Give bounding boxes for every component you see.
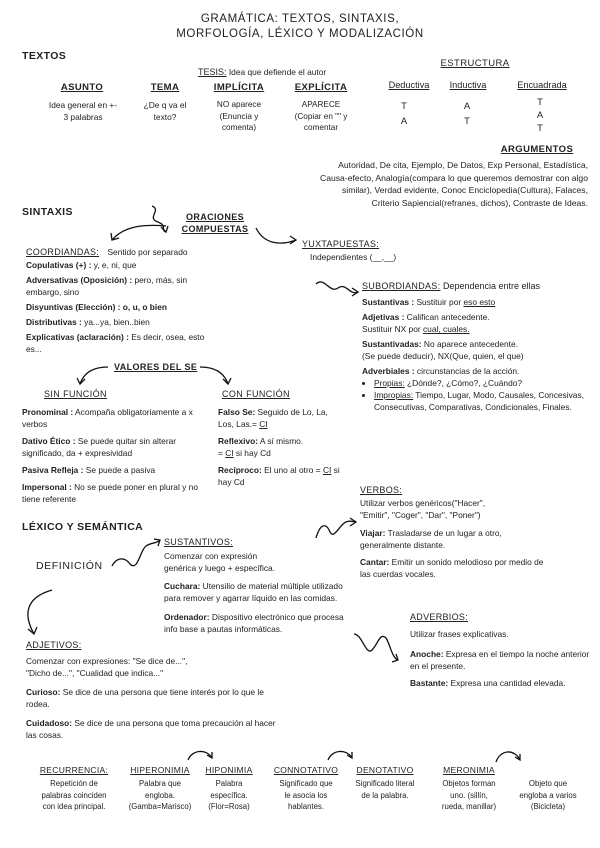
ordenador-text: Dispositivo electrónico que procesa info base a pautas informáticas.	[164, 612, 344, 634]
reflexivo-name: Reflexivo:	[218, 436, 259, 446]
definicion-label: DEFINICIÓN	[36, 560, 103, 572]
verbos-label: VERBOS:	[360, 485, 403, 495]
down-curve-arrow-icon	[20, 586, 60, 640]
denotativo-text: Significado literal de la palabra.	[355, 779, 415, 800]
bastante-name: Bastante:	[410, 678, 449, 688]
holonimia-text: Objeto que engloba a varios (Bicicleta)	[519, 779, 577, 811]
cuchara-name: Cuchara:	[164, 581, 201, 591]
viajar-name: Viajar:	[360, 528, 386, 538]
adverbios-text: Utilizar frases explicativas.	[410, 629, 509, 639]
sustantivos-text: Comenzar con expresión genérica y luego + específica.	[164, 551, 276, 573]
implicita-header: IMPLÍCITA	[213, 82, 265, 93]
cuidadoso-name: Cuidadoso:	[26, 718, 73, 728]
sustantivas-text: Sustituir por	[414, 297, 464, 307]
asunto-body: Idea general en +- 3 palabras	[48, 100, 118, 122]
adverbiales-list	[362, 377, 590, 413]
explicativas-text: Es decir, osea, esto es...	[26, 332, 205, 354]
pasiva-text: Se puede a pasiva	[83, 465, 156, 475]
verbos-text: Utilizar verbos genéricos("Hacer", "Emitir", "Coger", "Dar", "Poner")	[360, 498, 486, 520]
adjetivos-list	[26, 686, 276, 741]
yuxtapuestas-label: YUXTAPUESTAS:	[302, 239, 380, 249]
coordinadas	[26, 246, 188, 258]
denotativo	[346, 765, 424, 801]
tema-header: TEMA	[150, 82, 180, 93]
argumentos-heading: ARGUMENTOS	[500, 144, 574, 155]
dativo-text: Se puede quitar sin alterar significado, da + expresividad	[22, 436, 177, 458]
left-curve-arrow-icon	[72, 364, 112, 388]
sustantivas-u: eso esto	[463, 297, 496, 307]
pasiva-name: Pasiva Refleja :	[22, 465, 84, 475]
textos-heading: TEXTOS	[22, 50, 67, 62]
adjetivos-label: ADJETIVOS:	[26, 640, 82, 650]
yuxtapuestas	[302, 238, 379, 250]
connotativo	[266, 765, 346, 813]
title-line-2: MORFOLOGÍA, LÉXICO Y MODALIZACIÓN	[176, 28, 424, 40]
argumentos-text: Autoridad, De cita, Ejemplo, De Datos, Exp Personal, Estadística, Causa-efecto, Analogía(compara lo que queremos demostrar con algo similar), Verdad evidente, Conoc Enciclopedia(Cultura), Falaces, Criterio Sapiencial(refranes, dichos), Contraste de Ideas.	[320, 160, 588, 208]
hiperonimia-text: Palabra que engloba. (Gamba=Marisco)	[128, 779, 192, 811]
coordinadas-label: COORDIANDAS:	[26, 247, 100, 257]
squiggle-arrow-icon	[312, 278, 362, 304]
reciproco-tail: si hay Cd	[218, 465, 340, 487]
verbos-list	[360, 527, 550, 580]
propias-text: ¿Dónde?, ¿Cómo?, ¿Cuándo?	[404, 378, 523, 388]
curve-arrow-icon	[494, 748, 524, 768]
curioso-name: Curioso:	[26, 687, 61, 697]
hiponimia-label: HIPONIMIA	[205, 765, 253, 775]
explicativas-name: Explicativas (aclaración) :	[26, 332, 129, 342]
adjetivos-text: Comenzar con expresiones: "Se dice de...", "Dicho de...", "Cualidad que indica..."	[26, 656, 188, 678]
inductiva-header: Inductiva	[449, 80, 487, 90]
oraciones-compuestas: ORACIONES COMPUESTAS	[181, 212, 249, 234]
estructura-heading: ESTRUCTURA	[440, 58, 510, 69]
tesis	[198, 66, 326, 78]
adverbios-label: ADVERBIOS:	[410, 612, 469, 622]
sin-funcion-heading: SIN FUNCIÓN	[44, 389, 107, 399]
connotativo-label: CONNOTATIVO	[273, 765, 339, 775]
distributivas-text: ya...ya, bien..bien	[81, 317, 150, 327]
asunto-header: ASUNTO	[60, 82, 104, 93]
sustantivos-list	[164, 580, 350, 635]
hiperonimia	[120, 765, 200, 813]
valores-se-heading: VALORES DEL SE	[114, 362, 198, 372]
dativo-name: Dativo Ético :	[22, 436, 76, 446]
ordenador-name: Ordenador:	[164, 612, 210, 622]
cuidadoso-text: Se dice de una persona que toma precaución al hacer las cosas.	[26, 718, 276, 740]
adjetivas-name: Adjetivas :	[362, 312, 405, 322]
recurrencia	[28, 765, 120, 813]
viajar-text: Trasladarse de un lugar a otro, generalmente distante.	[360, 528, 502, 550]
sustantivas-name: Sustantivas :	[362, 297, 415, 307]
encuadrada-letters: T A T	[536, 97, 544, 134]
hiponimia	[198, 765, 260, 813]
cantar-name: Cantar:	[360, 557, 390, 567]
sustantivadas-text: No aparece antecedente. (Se puede deducir), NX(Que, quien, el que)	[362, 339, 524, 361]
deductiva-header: Deductiva	[388, 80, 430, 90]
hiponimia-text: Palabra específica. (Flor=Rosa)	[208, 779, 250, 811]
sustantivadas-name: Sustantivadas:	[362, 339, 422, 349]
sin-funcion-list	[22, 406, 198, 505]
disyuntivas-name: Disyuntivas (Elección) : o, u, o bien	[26, 302, 168, 312]
subordinadas-list	[362, 296, 590, 413]
sintaxis-heading: SINTAXIS	[22, 206, 73, 218]
adverbios-list	[410, 648, 590, 689]
subordinadas	[362, 281, 540, 291]
adverbiales-text: circunstancias de la acción.	[414, 366, 520, 376]
distributivas-name: Distributivas :	[26, 317, 82, 327]
title-line-1: GRAMÁTICA: TEXTOS, SINTAXIS,	[200, 13, 400, 25]
squiggle-arrow-icon	[312, 514, 360, 542]
falso-se-name: Falso Se:	[218, 407, 256, 417]
curve-arrow-icon	[326, 748, 356, 764]
explicita-body: APARECE (Copiar en "" y comentar	[294, 100, 348, 132]
reflexivo-text: A sí mismo. =	[218, 436, 304, 458]
implicita-body: NO aparece (Enuncia y comenta)	[216, 100, 262, 132]
reciproco-ci: CI	[322, 465, 332, 475]
reflexivo-tail: si hay Cd	[233, 448, 271, 458]
con-funcion-heading: CON FUNCIÓN	[222, 389, 290, 399]
inductiva-letters: A T	[463, 101, 471, 127]
cuchara-text: Utensilio de material múltiple utilizado para remover y agarrar líquido en las comidas.	[164, 581, 343, 603]
pronominal-text: Acompaña obligatoriamente a x verbos	[22, 407, 193, 429]
right-curve-arrow-icon	[196, 364, 236, 388]
explicita-header: EXPLÍCITA	[294, 82, 348, 93]
meronimia-text: Objetos forman uno. (sillín, rueda, manillar)	[441, 779, 497, 811]
page-title	[0, 12, 600, 42]
adversativas-name: Adversativas (Oposición) :	[26, 275, 133, 285]
falso-se-text: Seguido de Lo, La, Los, Las.=	[218, 407, 328, 429]
anoche-name: Anoche:	[410, 649, 444, 659]
left-curve-arrow-icon	[104, 222, 170, 246]
holonimia	[508, 778, 588, 813]
deductiva-letters: T A	[400, 101, 408, 127]
recurrencia-text: Repetición de palabras coinciden con idea principal.	[41, 779, 107, 811]
recurrencia-label: RECURRENCIA:	[39, 765, 109, 775]
adversativas-text: pero, más, sin embargo, sino	[26, 275, 188, 297]
subordinadas-label: SUBORDIANDAS:	[362, 281, 441, 291]
denotativo-label: DENOTATIVO	[356, 765, 414, 775]
adjetivas-u: cual, cuales.	[422, 324, 470, 334]
falso-se-ci: CI	[259, 419, 268, 429]
right-curve-arrow-icon	[252, 226, 300, 250]
propias-label: Propias:	[374, 378, 405, 388]
tesis-label: TESIS:	[198, 67, 227, 77]
copulativas-name: Copulativas (+) :	[26, 260, 92, 270]
coordinadas-text: Sentido por separado	[107, 247, 188, 257]
lexico-heading: LÉXICO Y SEMÁNTICA	[22, 521, 144, 533]
curve-arrow-icon	[186, 748, 216, 764]
encuadrada-header: Encuadrada	[517, 80, 567, 90]
impersonal-name: Impersonal :	[22, 482, 72, 492]
anoche-text: Expresa en el tiempo la noche anterior en el presente.	[410, 649, 590, 671]
reciproco-text: El uno al otro =	[261, 465, 323, 475]
coordinadas-list	[26, 259, 218, 355]
copulativas-text: y, e, ni, que	[91, 260, 137, 270]
yuxtapuestas-desc	[310, 251, 396, 263]
pronominal-name: Pronominal :	[22, 407, 74, 417]
curioso-text: Se dice de una persona que tiene interés por lo que le rodea.	[26, 687, 264, 709]
subordinadas-text: Dependencia entre ellas	[442, 281, 541, 291]
cantar-text: Emitir un sonido melodioso por medio de las cuerdas vocales.	[360, 557, 544, 579]
tesis-text: Idea que defiende el autor	[228, 67, 327, 77]
impropias-text: Tiempo, Lugar, Modo, Causales, Concesivas, Consecutivas, Comparativas, Condicionales, Finales.	[374, 390, 584, 412]
impropias-label: Impropias:	[374, 390, 414, 400]
meronimia	[430, 765, 508, 813]
impersonal-text: No se puede poner en plural y no tiene referente	[22, 482, 198, 504]
squiggle-arrow-icon	[350, 628, 402, 668]
reflexivo-ci: CI	[225, 448, 234, 458]
yuxtapuestas-text: Independientes	[310, 252, 368, 262]
adjetivas-text: Califican antecedente. Sustituir NX por	[362, 312, 490, 334]
con-funcion-list	[218, 406, 344, 488]
hiperonimia-label: HIPERONIMIA	[130, 765, 190, 775]
adverbiales-name: Adverbiales :	[362, 366, 415, 376]
sustantivos-label: SUSTANTIVOS:	[164, 537, 233, 547]
bastante-text: Expresa una cantidad elevada.	[448, 678, 566, 688]
squiggle-arrow-icon	[110, 536, 164, 572]
connotativo-text: Significado que le asocia los hablantes.	[279, 779, 333, 811]
tema-body: ¿De q va el texto?	[143, 100, 187, 122]
meronimia-label: MERONIMIA	[443, 765, 495, 775]
yuxtapuestas-blank: (__,__)	[369, 252, 397, 262]
reciproco-name: Recíproco:	[218, 465, 262, 475]
